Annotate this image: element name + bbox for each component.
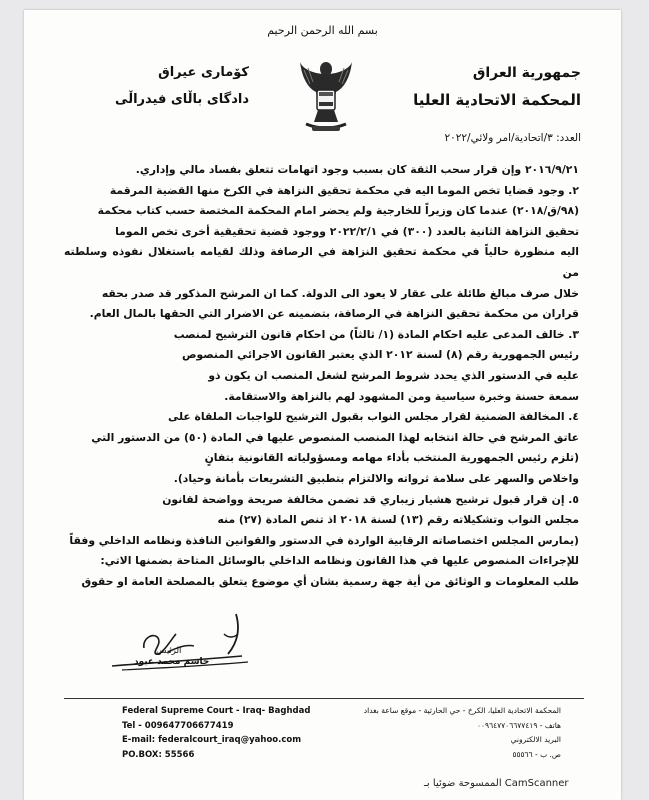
header-kurdish	[79, 65, 249, 107]
body-line: خلال صرف مبالغ طائلة على عقار لا يعود الى الدولة. كما ان المرشح المذكور قد صدر بحقه	[101, 286, 579, 300]
basmala: بسم الله الرحمن الرحيم	[267, 24, 378, 37]
body-line: (يمارس المجلس اختصاصاته الرقابية الواردة في الدستور والقوانين النافذة ونظامه الداخلي وفقاً	[69, 533, 579, 547]
body-line: ٢٠١٦/٩/٢١ وإن قرار سحب الثقة كان بسبب وجود اتهامات تتعلق بفساد مالي وإداري.	[135, 163, 579, 176]
body-line: ٤. المخالفة الضمنية لقرار مجلس النواب بقبول الترشيح للواجبات الملقاة على	[168, 410, 579, 424]
signatory-name: جاسم محمد عبود	[134, 657, 210, 667]
body-line: طلب المعلومات و الوثائق من أية جهة رسمية بشان أي موضوع يتعلق بالمصلحة العامة او حقوق	[81, 574, 579, 588]
body-line: للإجراءات المنصوص عليها في هذا القانون ونظامه الداخلي بالوسائل المتاحة بضمنها الاتي:	[100, 554, 579, 568]
body-line: سمعة حسنة وخبرة سياسية ومن المشهود لهم بالنزاهة والاستقامة.	[224, 389, 579, 403]
country-name-arabic: جمهورية العراق	[472, 65, 581, 81]
eagle-emblem-icon	[298, 58, 354, 138]
body-line: (٩٨/ق/٢٠١٨) عندما كان وزيراً للخارجية ولم يحضر امام المحكمة المختصة حسب كتاب محكمة	[97, 204, 579, 218]
handwritten-signature	[102, 608, 252, 678]
court-name-arabic: المحكمة الاتحادية العليا	[413, 91, 581, 109]
pobox-english: PO.BOX: 55566	[122, 749, 195, 760]
footer-contact-arabic	[331, 704, 561, 762]
signatory-title: الرئيس	[156, 646, 182, 656]
body-line: عاتق المرشح في حالة انتخابه لهذا المنصب المنصوص عليها في المادة (٥٠) من الدستور التي	[91, 430, 579, 444]
body-line: ٥. إن قرار قبول ترشيح هشيار زيباري قد تضمن مخالفة صريحة وواضحة لقانون	[162, 492, 579, 506]
email-label-arabic: البريد الالكتروني	[510, 735, 561, 744]
footer-contact-english	[122, 704, 310, 762]
court-name-kurdish: دادگای باڵای فیدراڵی	[115, 92, 249, 107]
body-line: تحقيق النزاهة الثانية بالعدد (٣٠٠) في ٢٠٢٢/٢/١ ووجود قضية تحقيقية أخرى تخص الموما	[115, 224, 579, 238]
phone-arabic: هاتف - ٠٠٩٦٤٧٧٠٦٦٧٧٤١٩	[476, 720, 561, 730]
pobox-arabic: ص. ب - ٥٥٥٦٦	[512, 749, 561, 759]
body-line: قراران من محكمة تحقيق النزاهة في الرصافة، بتضمينه عن الاضرار التي الحقها بالمال العام.	[89, 307, 579, 321]
body-line: (تلزم رئيس الجمهورية المنتخب بأداء مهامه ومسؤولياته القانونية بتفانٍ	[204, 451, 579, 465]
letter-body	[64, 160, 579, 592]
court-address-english: Federal Supreme Court - Iraq- Baghdad	[122, 706, 311, 716]
body-line: ٢. وجود قضايا تخص الموما اليه في محكمة تحقيق النزاهة في الكرخ منها القضية المرقمة	[109, 183, 579, 197]
court-address-arabic: المحكمة الاتحادية العليا، الكرخ - حي الحارثية - موقع ساعة بغداد	[363, 706, 561, 715]
country-name-kurdish: كۆماری عیراق	[158, 65, 249, 80]
body-line: مجلس النواب وتشكيلاته رقم (١٣) لسنة ٢٠١٨ اذ تنص المادة (٢٧) منه	[217, 513, 579, 527]
reference-number: العدد: ٣/اتحادية/امر ولائي/٢٠٢٢	[444, 132, 581, 144]
footer-divider	[64, 698, 584, 699]
phone-english: Tel - 009647706677419	[122, 720, 234, 731]
document-page	[24, 10, 621, 800]
camscanner-watermark: الممسوحة ضوئيا بـ CamScanner	[424, 778, 569, 789]
body-line: ٣. خالف المدعى عليه احكام المادة (١/ ثالثاً) من احكام قانون الترشيح لمنصب	[173, 327, 579, 341]
body-line: واخلاص والسهر على سلامة ثرواته والالتزام بتطبيق التشريعات بأمانة وحياد).	[173, 471, 579, 485]
body-line: عليه في الدستور الذي يحدد شروط المرشح لشغل المنصب ان يكون ذو	[208, 368, 579, 382]
email-english: E-mail: federalcourt_iraq@yahoo.com	[122, 735, 302, 745]
header-arabic	[411, 65, 581, 109]
body-line: اليه منظورة حالياً في محكمة تحقيق النزاهة في الرصافة وذلك لقيامه باستغلال نفوذه وسلطته من	[64, 245, 579, 279]
body-line: رئيس الجمهورية رقم (٨) لسنة ٢٠١٢ الذي يعتبر القانون الاجرائي المنصوص	[181, 348, 579, 362]
